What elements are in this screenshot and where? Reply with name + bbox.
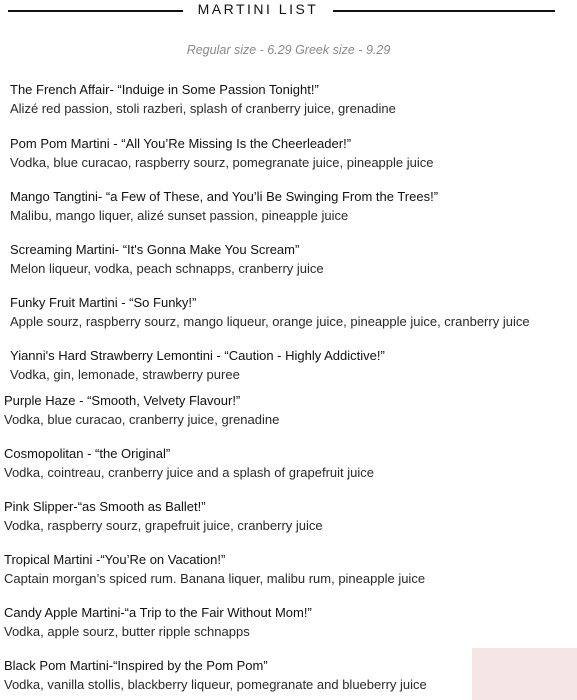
item-name: Yianni's Hard Strawberry Lemontini - “Caution - Highly Addictive!”	[10, 348, 385, 363]
martini-item	[10, 187, 577, 225]
item-name: Purple Haze - “Smooth, Velvety Flavour!”	[4, 393, 241, 408]
item-ingredients: Vodka, apple sourz, butter ripple schnapps	[4, 624, 250, 639]
item-name: Black Pom Martini-“Inspired by the Pom Pom”	[4, 658, 268, 673]
martini-item	[4, 391, 574, 429]
item-name: Cosmopolitan - “the Original”	[4, 446, 171, 461]
item-name: Pink Slipper-“as Smooth as Ballet!”	[4, 499, 206, 514]
item-ingredients: Vodka, cointreau, cranberry juice and a splash of grapefruit juice	[4, 465, 374, 480]
item-name: The French Affair- “Induige in Some Passion Tonight!”	[10, 82, 319, 97]
header-rule-left	[8, 10, 183, 12]
item-name: Screaming Martini- “It's Gonna Make You Scream”	[10, 242, 300, 257]
martini-item	[4, 497, 574, 535]
item-ingredients: Vodka, blue curacao, cranberry juice, grenadine	[4, 412, 280, 427]
martini-item	[10, 134, 577, 172]
header-rule-right	[333, 10, 555, 12]
martini-item	[10, 240, 577, 278]
item-ingredients: Vodka, vanilla stollis, blackberry liqueur, pomegranate and blueberry juice	[4, 677, 427, 692]
martini-item	[10, 346, 577, 384]
menu-header	[8, 0, 555, 22]
item-ingredients: Apple sourz, raspberry sourz, mango liqueur, orange juice, pineapple juice, cranberry juice	[10, 314, 530, 329]
item-ingredients: Captain morgan’s spiced rum. Banana liquer, malibu rum, pineapple juice	[4, 571, 426, 586]
item-ingredients: Vodka, raspberry sourz, grapefruit juice, cranberry juice	[4, 518, 323, 533]
martini-item	[4, 603, 574, 641]
item-ingredients: Alizé red passion, stoli razberi, splash of cranberry juice, grenadine	[10, 101, 396, 116]
item-ingredients: Melon liqueur, vodka, peach schnapps, cranberry juice	[10, 261, 324, 276]
item-name: Candy Apple Martini-“a Trip to the Fair Without Mom!”	[4, 605, 312, 620]
item-ingredients: Vodka, gin, lemonade, strawberry puree	[10, 367, 240, 382]
item-name: Funky Fruit Martini - “So Funky!”	[10, 295, 197, 310]
size-pricing: Regular size - 6.29 Greek size - 9.29	[186, 43, 391, 57]
item-name: Pom Pom Martini - “All You’Re Missing Is the Cheerleader!”	[10, 136, 352, 151]
martini-item	[4, 550, 574, 588]
item-name: Mango Tangtini- “a Few of These, and You’li Be Swinging From the Trees!”	[10, 189, 439, 204]
martini-item	[4, 656, 574, 694]
item-ingredients: Malibu, mango liquer, alizé sunset passion, pineapple juice	[10, 208, 349, 223]
item-name: Tropical Martini -“You’Re on Vacation!”	[4, 552, 226, 567]
item-ingredients: Vodka, blue curacao, raspberry sourz, pomegranate juice, pineapple juice	[10, 155, 434, 170]
martini-item	[10, 80, 577, 118]
martini-item	[10, 293, 577, 331]
martini-item	[4, 444, 574, 482]
menu-title: MARTINI LIST	[197, 1, 319, 17]
